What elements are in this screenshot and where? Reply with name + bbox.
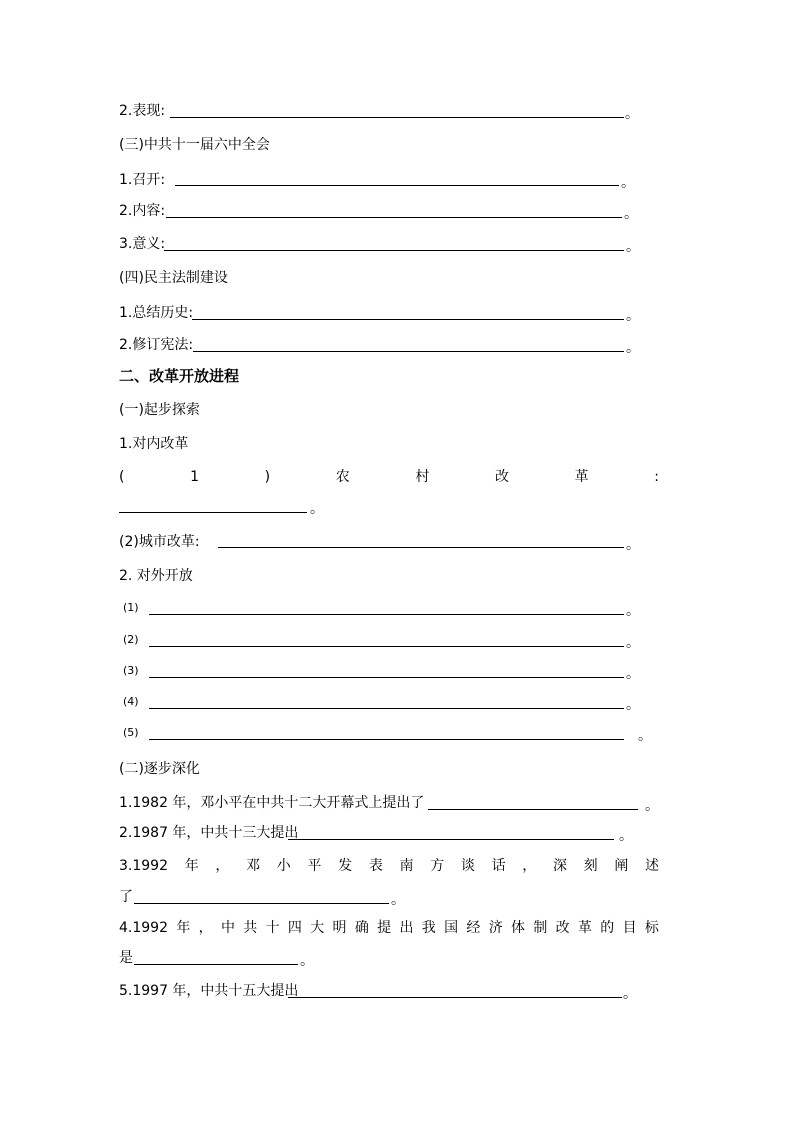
period: 。 bbox=[626, 239, 640, 255]
item-duinei-label: 1.对内改革 bbox=[119, 436, 189, 452]
answer-blank-q1[interactable] bbox=[428, 809, 638, 810]
text-char: ( bbox=[119, 469, 125, 485]
text-char: 1 bbox=[190, 469, 200, 485]
answer-blank-open-1[interactable] bbox=[149, 614, 624, 615]
question-2-label: 2.1987 年，中共十三大提出 bbox=[119, 825, 299, 841]
question-1-label: 1.1982 年，邓小平在中共十二大开幕式上提出了 bbox=[119, 795, 425, 811]
open-item-5-label: (5) bbox=[123, 726, 139, 739]
item-duiwai-label: 2. 对外开放 bbox=[119, 568, 193, 584]
answer-blank-xiuding[interactable] bbox=[193, 351, 624, 352]
period: 。 bbox=[626, 697, 640, 713]
text-char: 述 bbox=[645, 858, 659, 874]
answer-blank-q4[interactable] bbox=[134, 964, 298, 965]
text-char: 小 bbox=[276, 858, 291, 874]
period: 。 bbox=[621, 175, 635, 191]
open-item-2-label: (2) bbox=[123, 633, 139, 646]
text-char: 改 bbox=[494, 469, 509, 485]
text-char: 深 bbox=[552, 858, 567, 874]
answer-blank-open-2[interactable] bbox=[149, 646, 624, 647]
answer-blank-chengshi[interactable] bbox=[218, 547, 624, 548]
answer-blank-yiyi[interactable] bbox=[164, 250, 624, 251]
answer-blank-open-5[interactable] bbox=[149, 739, 624, 740]
text-char: 农 bbox=[335, 469, 350, 485]
answer-blank-nongcun[interactable] bbox=[119, 512, 307, 513]
text-char: 济 bbox=[488, 920, 503, 936]
item-yiyi-label: 3.意义: bbox=[119, 236, 166, 252]
text-char: 阐 bbox=[614, 858, 629, 874]
period: 。 bbox=[619, 828, 633, 844]
text-char: ) bbox=[264, 469, 271, 485]
answer-blank-q2[interactable] bbox=[288, 839, 614, 840]
text-char: 年 bbox=[184, 858, 199, 874]
text-char: 4.1992 bbox=[119, 920, 168, 936]
period: 。 bbox=[623, 986, 637, 1002]
text-char: 年 bbox=[176, 920, 191, 936]
text-char: 改 bbox=[555, 920, 570, 936]
period: 。 bbox=[310, 501, 324, 517]
text-char: 刻 bbox=[583, 858, 598, 874]
answer-blank-zongjie[interactable] bbox=[192, 319, 624, 320]
open-item-3-label: (3) bbox=[123, 664, 139, 677]
text-char: 发 bbox=[338, 858, 353, 874]
text-char: ， bbox=[215, 858, 230, 874]
answer-blank-zhaokai[interactable] bbox=[175, 185, 619, 186]
period: 。 bbox=[626, 666, 640, 682]
period: 。 bbox=[645, 798, 659, 814]
text-char: 四 bbox=[287, 920, 302, 936]
question-5-label: 5.1997 年，中共十五大提出 bbox=[119, 983, 299, 999]
text-char: 南 bbox=[399, 858, 414, 874]
item-neirong-label: 2.内容: bbox=[119, 203, 166, 219]
subsection-heading-1: (一)起步探索 bbox=[119, 402, 200, 418]
text-char: 标 bbox=[644, 920, 659, 936]
item-nongcun-line bbox=[119, 467, 659, 487]
text-char: 平 bbox=[307, 858, 322, 874]
section-heading-4: (四)民主法制建设 bbox=[119, 270, 228, 286]
item-biaoxian-label: 2.表现: bbox=[119, 103, 166, 119]
text-char: 十 bbox=[265, 920, 280, 936]
text-char: 目 bbox=[622, 920, 637, 936]
item-chengshi-label: (2)城市改革: bbox=[119, 534, 200, 550]
text-char: 出 bbox=[399, 920, 414, 936]
text-char: 革 bbox=[577, 920, 592, 936]
answer-blank-q3[interactable] bbox=[134, 903, 389, 904]
text-char: 方 bbox=[430, 858, 445, 874]
text-char: 制 bbox=[533, 920, 548, 936]
item-zhaokai-label: 1.召开: bbox=[119, 172, 166, 188]
period: 。 bbox=[625, 106, 639, 122]
answer-blank-biaoxian[interactable] bbox=[170, 117, 624, 118]
text-char: 明 bbox=[332, 920, 347, 936]
text-char: : bbox=[654, 469, 659, 485]
open-item-4-label: (4) bbox=[123, 695, 139, 708]
text-char: 体 bbox=[511, 920, 525, 936]
question-3-line2-label: 了 bbox=[119, 889, 133, 905]
text-char: 中 bbox=[220, 920, 235, 936]
text-char: 经 bbox=[466, 920, 481, 936]
text-char: 我 bbox=[421, 920, 436, 936]
period: 。 bbox=[624, 206, 638, 222]
period: 。 bbox=[391, 892, 405, 908]
text-char: 表 bbox=[368, 858, 383, 874]
text-char: ， bbox=[522, 858, 537, 874]
text-char: 国 bbox=[444, 920, 459, 936]
text-char: 提 bbox=[377, 920, 392, 936]
open-item-1-label: (1) bbox=[123, 601, 139, 614]
period: 。 bbox=[626, 308, 640, 324]
answer-blank-open-3[interactable] bbox=[149, 677, 624, 678]
text-char: 谈 bbox=[460, 858, 475, 874]
period: 。 bbox=[626, 635, 640, 651]
period: 。 bbox=[626, 340, 640, 356]
question-4-line2-label: 是 bbox=[119, 950, 133, 966]
answer-blank-neirong[interactable] bbox=[166, 217, 622, 218]
answer-blank-q5[interactable] bbox=[288, 997, 622, 998]
text-char: 的 bbox=[600, 920, 615, 936]
text-char: 3.1992 bbox=[119, 858, 168, 874]
text-char: ， bbox=[198, 920, 213, 936]
text-char: 话 bbox=[491, 858, 506, 874]
question-3-line bbox=[119, 856, 659, 876]
item-xiuding-label: 2.修订宪法: bbox=[119, 337, 194, 353]
text-char: 确 bbox=[354, 920, 369, 936]
answer-blank-open-4[interactable] bbox=[149, 708, 624, 709]
period: 。 bbox=[300, 953, 314, 969]
text-char: 共 bbox=[243, 920, 258, 936]
period: 。 bbox=[638, 728, 652, 744]
text-char: 村 bbox=[415, 469, 430, 485]
text-char: 邓 bbox=[246, 858, 261, 874]
subsection-heading-2: (二)逐步深化 bbox=[119, 761, 200, 777]
item-zongjie-label: 1.总结历史: bbox=[119, 305, 194, 321]
question-4-line bbox=[119, 918, 659, 938]
period: 。 bbox=[626, 603, 640, 619]
period: 。 bbox=[626, 537, 640, 553]
section-heading-3: (三)中共十一届六中全会 bbox=[119, 137, 270, 153]
text-char: 大 bbox=[310, 920, 325, 936]
text-char: 革 bbox=[574, 469, 589, 485]
part-heading-2: 二、改革开放进程 bbox=[119, 367, 240, 385]
